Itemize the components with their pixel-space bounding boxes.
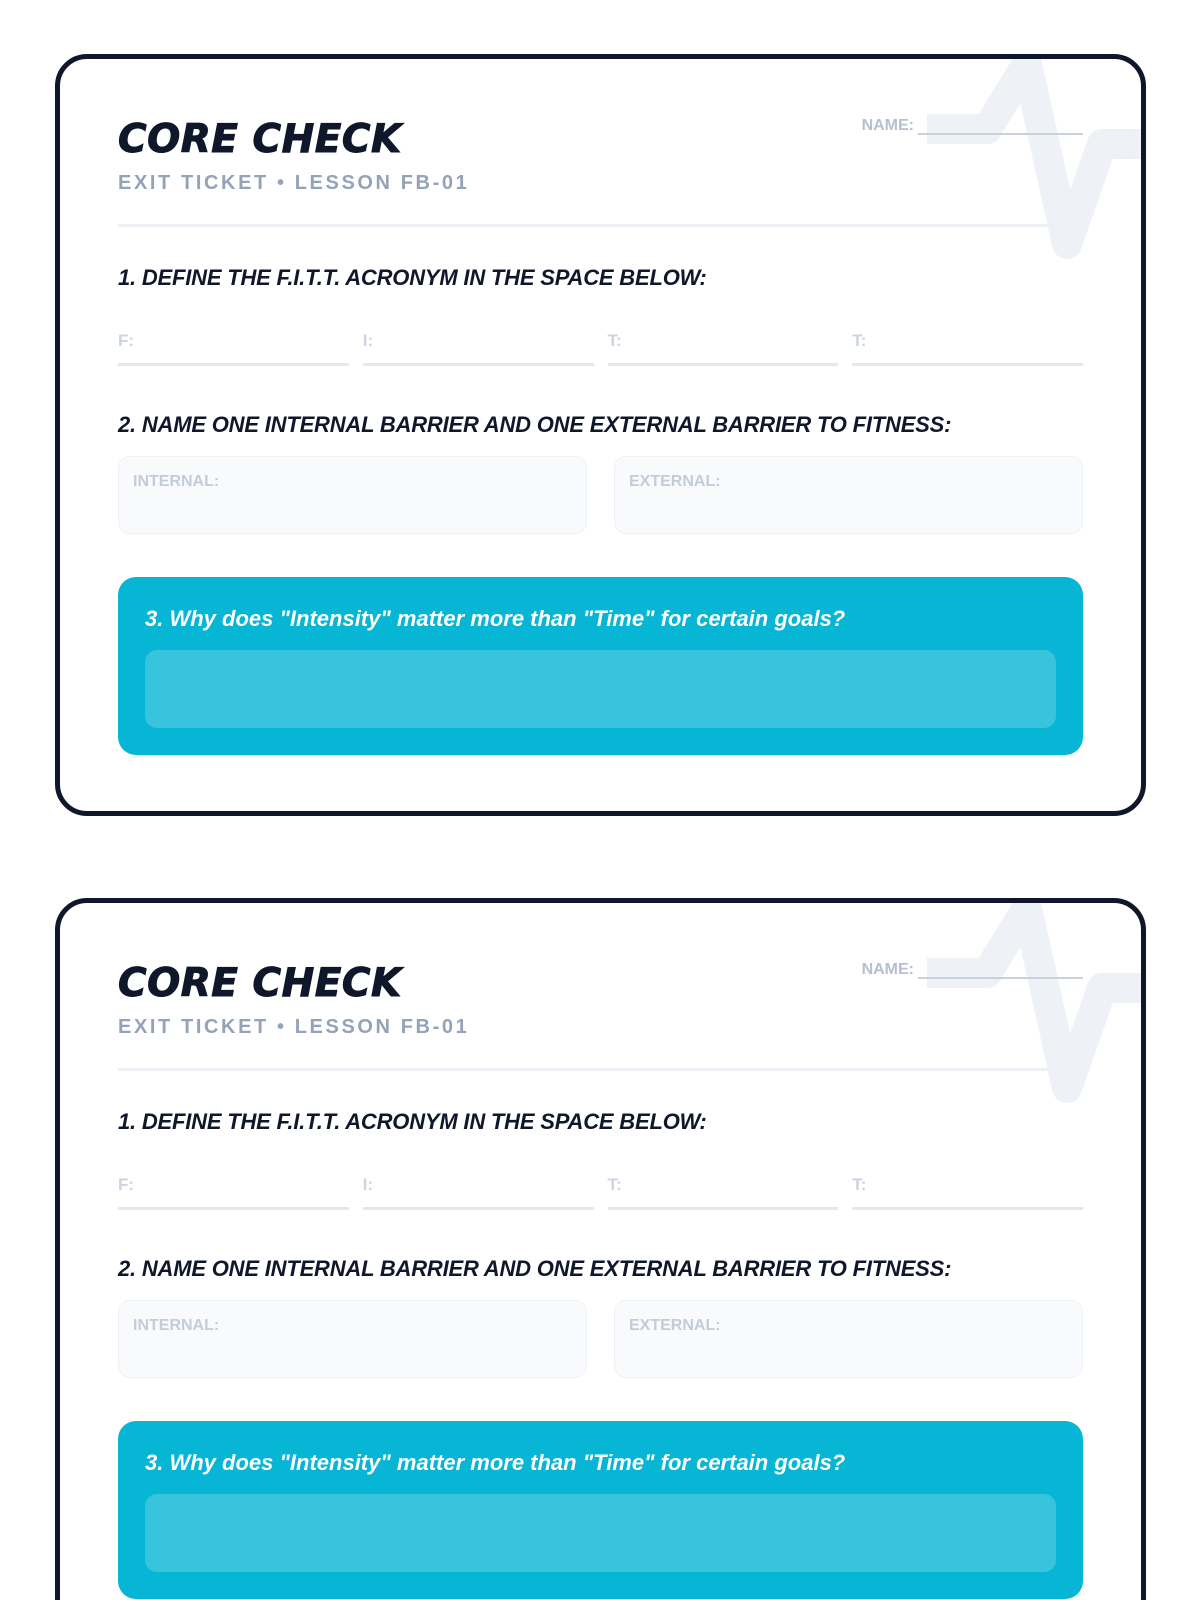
external-label: EXTERNAL:: [629, 1317, 721, 1334]
question-2: 2. NAME ONE INTERNAL BARRIER AND ONE EXTERNAL BARRIER TO FITNESS:: [118, 1256, 952, 1281]
fitt-label: T:: [852, 1175, 867, 1194]
fitt-frequency-field[interactable]: [118, 1172, 349, 1210]
question-3-panel: [118, 577, 1083, 755]
exit-ticket-card: [55, 898, 1146, 1600]
internal-barrier-field[interactable]: [118, 1300, 587, 1378]
name-field[interactable]: [862, 961, 1083, 979]
external-label: EXTERNAL:: [629, 473, 721, 490]
name-label: NAME:: [861, 961, 914, 978]
name-input-line[interactable]: [918, 117, 1083, 135]
internal-barrier-field[interactable]: [118, 456, 587, 534]
fitt-label: F:: [118, 331, 135, 350]
question-3-answer-field[interactable]: [145, 1494, 1056, 1572]
fitt-label: T:: [607, 1175, 622, 1194]
ticket-title: CORE CHECK: [118, 117, 402, 162]
fitt-type-field[interactable]: [852, 328, 1083, 366]
fitt-time-field[interactable]: [608, 328, 839, 366]
fitt-answer-row: [118, 328, 1083, 366]
question-3: 3. Why does "Intensity" matter more than "Time" for certain goals?: [145, 606, 846, 631]
ticket-subtitle: EXIT TICKET • LESSON FB-01: [118, 172, 470, 194]
external-barrier-field[interactable]: [614, 456, 1083, 534]
fitt-frequency-field[interactable]: [118, 328, 349, 366]
question-2: 2. NAME ONE INTERNAL BARRIER AND ONE EXTERNAL BARRIER TO FITNESS:: [118, 412, 952, 437]
ticket-header: [118, 961, 1083, 1071]
fitt-label: I:: [362, 1175, 374, 1194]
fitt-label: I:: [362, 331, 374, 350]
ticket-header: [118, 117, 1083, 227]
fitt-type-field[interactable]: [852, 1172, 1083, 1210]
barrier-answer-row: [118, 456, 1083, 534]
exit-ticket-card: [55, 54, 1146, 816]
fitt-label: T:: [852, 331, 867, 350]
fitt-time-field[interactable]: [608, 1172, 839, 1210]
fitt-intensity-field[interactable]: [363, 328, 594, 366]
question-3-panel: [118, 1421, 1083, 1599]
ticket-subtitle: EXIT TICKET • LESSON FB-01: [118, 1016, 470, 1038]
fitt-intensity-field[interactable]: [363, 1172, 594, 1210]
fitt-label: F:: [118, 1175, 135, 1194]
fitt-label: T:: [607, 331, 622, 350]
name-label: NAME:: [861, 117, 914, 134]
internal-label: INTERNAL:: [133, 473, 220, 490]
name-input-line[interactable]: [918, 961, 1083, 979]
internal-label: INTERNAL:: [133, 1317, 220, 1334]
name-field[interactable]: [862, 117, 1083, 135]
question-1: 1. DEFINE THE F.I.T.T. ACRONYM IN THE SPACE BELOW:: [118, 1109, 707, 1134]
ticket-title: CORE CHECK: [118, 961, 402, 1006]
question-1: 1. DEFINE THE F.I.T.T. ACRONYM IN THE SPACE BELOW:: [118, 265, 707, 290]
question-3-answer-field[interactable]: [145, 650, 1056, 728]
question-3: 3. Why does "Intensity" matter more than "Time" for certain goals?: [145, 1450, 846, 1475]
fitt-answer-row: [118, 1172, 1083, 1210]
barrier-answer-row: [118, 1300, 1083, 1378]
external-barrier-field[interactable]: [614, 1300, 1083, 1378]
